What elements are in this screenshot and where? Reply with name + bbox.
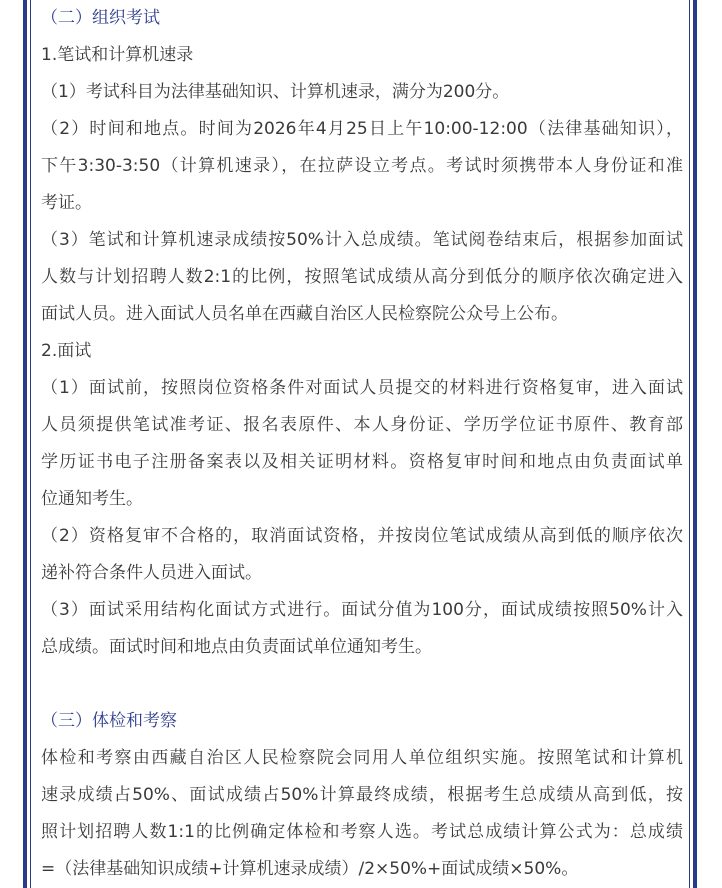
paragraph-qualification-review-line: （1）面试前，按照岗位资格条件对面试人员提交的材料进行资格复审，进入面试 xyxy=(41,378,683,398)
paragraph-replacement-line: 递补符合条件人员进入面试。 xyxy=(41,563,262,583)
paragraph-exam-subjects-line: （1）考试科目为法律基础知识、计算机速录，满分为200分。 xyxy=(41,82,510,102)
subsection-title-written-exam: 1.笔试和计算机速录 xyxy=(41,45,194,65)
paragraph-interview-method-line: （3）面试采用结构化面试方式进行。面试分值为100分，面试成绩按照50%计入 xyxy=(41,600,683,620)
section-spacer xyxy=(41,666,683,703)
paragraph-score-weight-line: 人数与计划招聘人数2:1的比例，按照笔试成绩从高分到低分的顺序依次确定进入 xyxy=(41,267,683,287)
paragraph-qualification-review-line: 人员须提供笔试准考证、报名表原件、本人身份证、学历学位证书原件、教育部 xyxy=(41,415,683,435)
section-heading-organize-exam: （二）组织考试 xyxy=(41,8,160,28)
paragraph-score-weight-line: 面试人员。进入面试人员名单在西藏自治区人民检察院公众号上公布。 xyxy=(41,304,568,324)
paragraph-interview-method-line: 总成绩。面试时间和地点由负责面试单位通知考生。 xyxy=(41,637,432,657)
subsection-title-interview: 2.面试 xyxy=(41,341,92,361)
paragraph-time-place-line: 下午3:30-3:50（计算机速录），在拉萨设立考点。考试时须携带本人身份证和准 xyxy=(41,156,683,176)
paragraph-time-place-line: （2）时间和地点。时间为2026年4月25日上午10:00-12:00（法律基础知识）， xyxy=(41,119,683,139)
paragraph-physical-exam-line: 照计划招聘人数1:1的比例确定体检和考察人选。考试总成绩计算公式为：总成绩 xyxy=(41,822,683,842)
paragraph-physical-exam-line: 速录成绩占50%、面试成绩占50%计算最终成绩，根据考生总成绩从高到低，按 xyxy=(41,785,683,805)
paragraph-physical-exam-line: =（法律基础知识成绩+计算机速录成绩）/2×50%+面试成绩×50%。 xyxy=(41,859,579,879)
paragraph-replacement-line: （2）资格复审不合格的，取消面试资格，并按岗位笔试成绩从高到低的顺序依次 xyxy=(41,526,683,546)
paragraph-qualification-review-line: 位通知考生。 xyxy=(41,489,143,509)
section-heading-physical-exam: （三）体检和考察 xyxy=(41,711,177,731)
paragraph-physical-exam-line: 体检和考察由西藏自治区人民检察院会同用人单位组织实施。按照笔试和计算机 xyxy=(41,748,683,768)
paragraph-score-weight-line: （3）笔试和计算机速录成绩按50%计入总成绩。笔试阅卷结束后，根据参加面试 xyxy=(41,230,683,250)
paragraph-time-place-line: 考证。 xyxy=(41,193,92,213)
document-body xyxy=(41,0,683,888)
paragraph-qualification-review-line: 学历证书电子注册备案表以及相关证明材料。资格复审时间和地点由负责面试单 xyxy=(41,452,683,472)
